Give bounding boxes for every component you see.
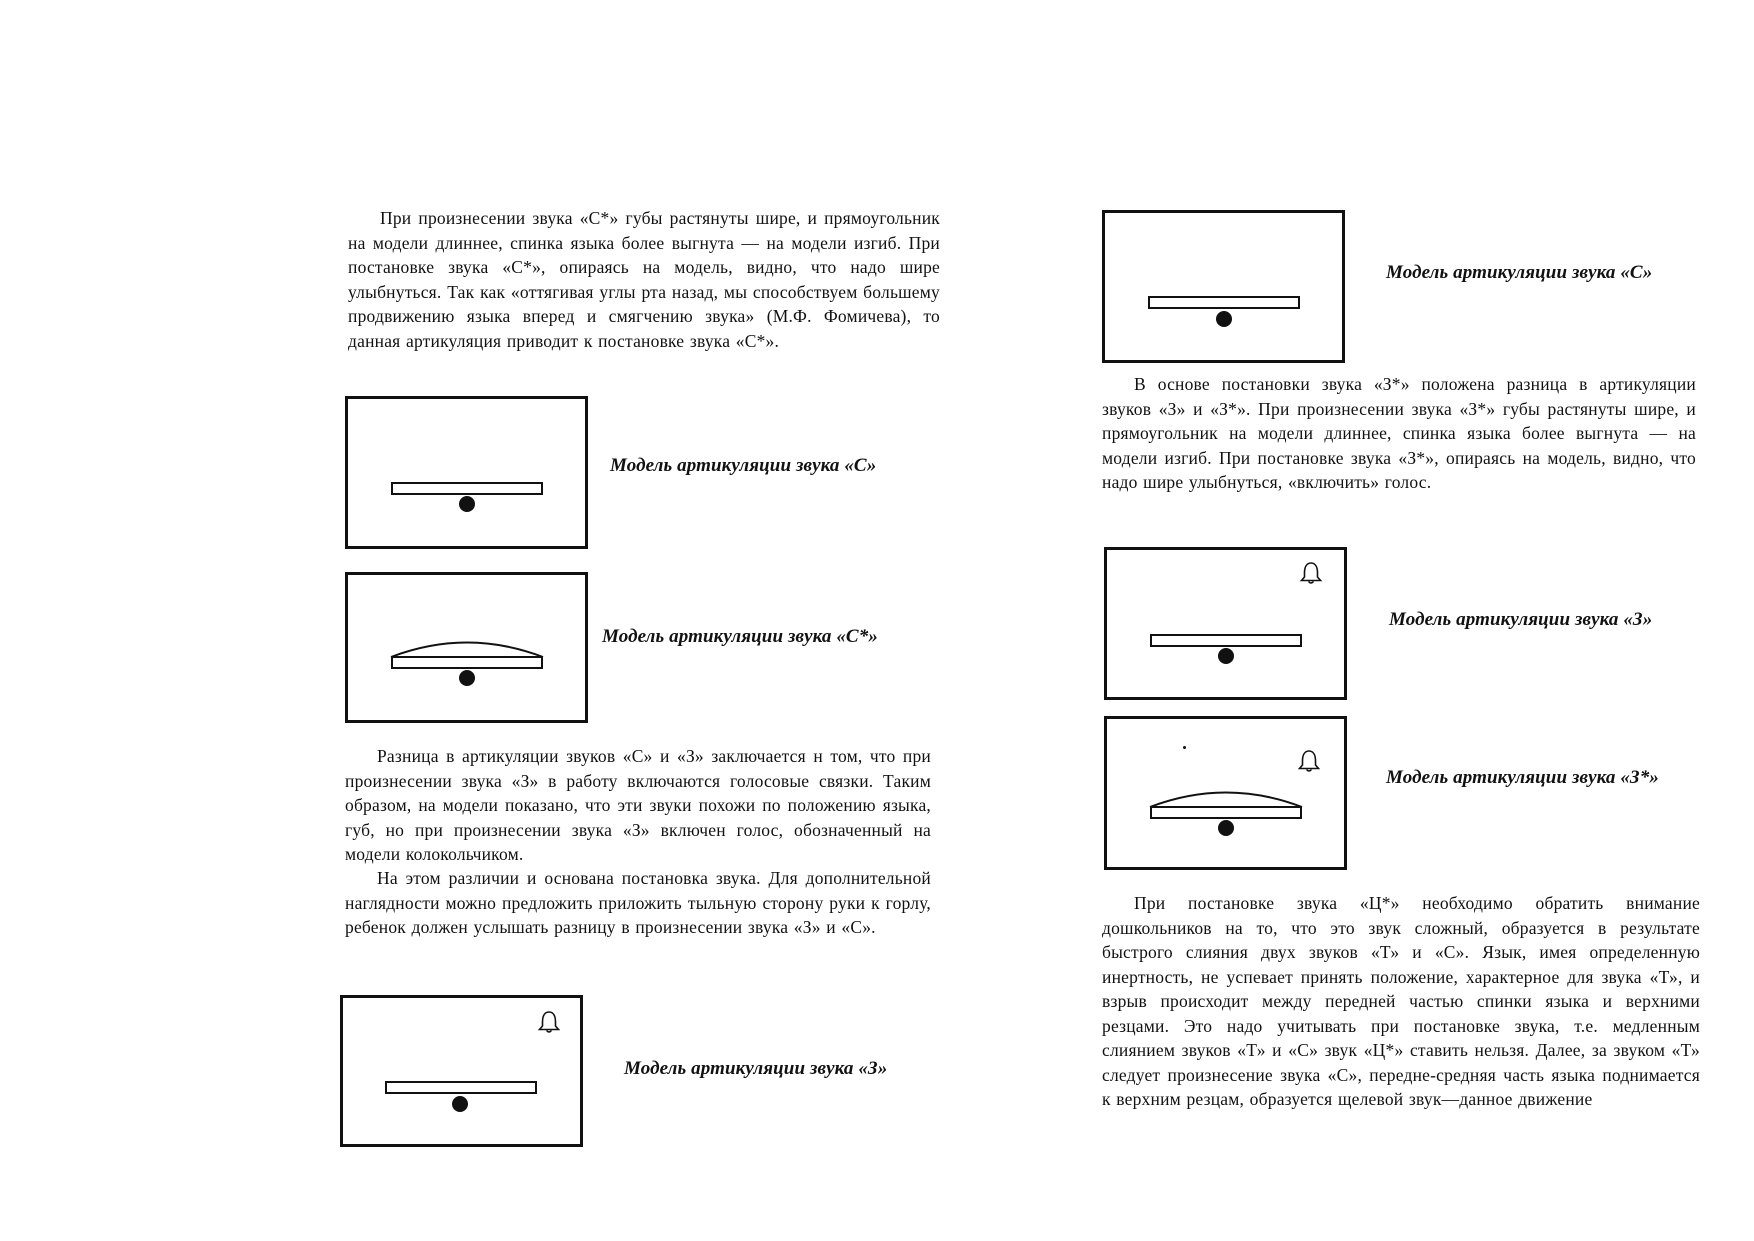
tongue-bar (391, 656, 543, 669)
right-page (877, 0, 1754, 1241)
tongue-arch-curve (390, 636, 544, 658)
model-s-soft-caption: Модель артикуляции звука «С*» (602, 626, 878, 647)
model-s-caption: Модель артикуляции звука «С» (1386, 262, 1653, 283)
tongue-tip-dot (452, 1096, 468, 1112)
left-paragraph-2: Разница в артикуляции звуков «С» и «З» заключается н том, что при произнесении звука «З» в работу включаются голосовые связки. Таким образом, на модели показано, что эти звуки похожи по положению языка, губ, но при произнесении звука «З» включен голос, обозначенный на модели колокольчиком. (345, 746, 931, 864)
tongue-tip-dot (1218, 820, 1234, 836)
tongue-bar (1150, 634, 1302, 647)
left-paragraph-1: При произнесении звука «С*» губы растянуты шире, и прямоугольник на модели длиннее, спинка языка более выгнута — на модели изгиб. При постановке звука «С*», опираясь на модель, видно, что надо шире улыбнуться. Так как «оттягивая углы рта назад, мы способствуем большему продвижению языка вперед и смягчению звука» (М.Ф. Фомичева), то данная артикуляция приводит к постановке звука «С*». (348, 208, 940, 351)
tongue-arch-curve (1149, 786, 1303, 808)
tongue-tip-dot (1216, 311, 1232, 327)
left-paragraph-3: На этом различии и основана постановка звука. Для дополнительной наглядности можно предложить приложить тыльную сторону руки к горлу, ребенок должен услышать разницу в произнесении звука «З» и «С». (345, 868, 931, 937)
model-s-caption: Модель артикуляции звука «С» (610, 455, 877, 476)
tongue-bar (1148, 296, 1300, 309)
tongue-tip-dot (459, 670, 475, 686)
bell-icon (1297, 749, 1321, 773)
bell-icon (1299, 561, 1323, 585)
right-paragraph-2: При постановке звука «Ц*» необходимо обратить внимание дошкольников на то, что это звук сложный, образуется в результате быстрого слияния двух звуков «Т» и «С». Язык, имея определенную инертность, не успевает принять положение, характерное для звука «Т», и взрыв происходит между передней частью спинки языка и верхними резцами. Это надо учитывать при постановке звука, т.е. медленным слиянием звуков «Т» и «С» звук «Ц*» ставить нельзя. Далее, за звуком «Т» следует произнесение звука «С», передне-средняя часть языка поднимается к верхним резцам, образуется щелевой звук—данное движение (1102, 893, 1700, 1109)
model-s-frame (345, 396, 588, 549)
model-z-caption: Модель артикуляции звука «З» (624, 1058, 888, 1079)
print-speck (1183, 746, 1186, 749)
model-z-soft-caption: Модель артикуляции звука «З*» (1386, 767, 1659, 788)
tongue-bar (385, 1081, 537, 1094)
bell-icon (537, 1010, 561, 1034)
model-s-frame (1102, 210, 1345, 363)
tongue-tip-dot (459, 496, 475, 512)
tongue-bar (1150, 806, 1302, 819)
tongue-tip-dot (1218, 648, 1234, 664)
right-paragraph-1: В основе постановки звука «З*» положена разница в артикуляции звуков «З» и «З*». При произнесении звука «З*» губы растянуты шире, и прямоугольник на модели длиннее, спинка языка более выгнута — на модели изгиб. При постановке звука «З*», опираясь на модель, видно, что надо шире улыбнуться, «включить» голос. (1102, 374, 1696, 492)
tongue-bar (391, 482, 543, 495)
model-z-caption: Модель артикуляции звука «З» (1389, 609, 1653, 630)
